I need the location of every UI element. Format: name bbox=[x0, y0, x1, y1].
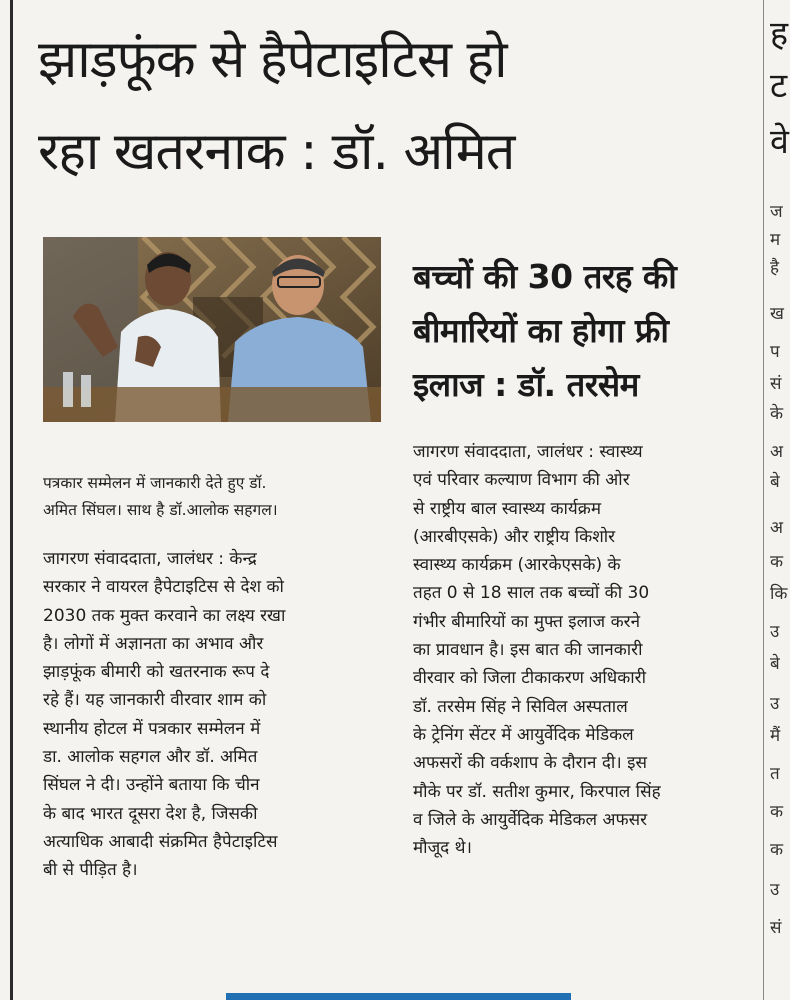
headline-line-1: झाड़फूंक से हैपेटाइटिस हो bbox=[38, 30, 507, 90]
adjacent-article-edge bbox=[768, 0, 790, 1000]
article-line: के बाद भारत दूसरा देश है, जिसकी bbox=[43, 803, 258, 824]
article-line: रहे हैं। यह जानकारी वीरवार शाम को bbox=[43, 690, 267, 711]
photo-caption bbox=[43, 470, 388, 524]
article-line: एवं परिवार कल्याण विभाग की ओर bbox=[413, 470, 630, 491]
adjacent-fragment: क bbox=[770, 802, 784, 822]
adjacent-fragment: के bbox=[770, 404, 784, 424]
article-line: मौजूद थे। bbox=[413, 838, 472, 859]
article-line: तहत 0 से 18 साल तक बच्चों की 30 bbox=[413, 583, 650, 604]
adjacent-fragment: कि bbox=[770, 584, 788, 604]
article-line: का प्रावधान है। इस बात की जानकारी bbox=[413, 640, 643, 661]
article-line: गंभीर बीमारियों का मुफ्त इलाज करने bbox=[413, 611, 641, 632]
article-line: डा. आलोक सहगल और डॉ. अमित bbox=[43, 747, 258, 768]
article-line: अफसरों की वर्कशाप के दौरान दी। इस bbox=[413, 753, 647, 774]
sub-headline-line-1: बच्चों की 30 तरह की bbox=[413, 257, 677, 296]
adjacent-fragment: अ bbox=[770, 518, 783, 538]
adjacent-fragment: उ bbox=[770, 880, 780, 900]
article-line: 2030 तक मुक्त करवाने का लक्ष्य रखा bbox=[43, 605, 286, 626]
adjacent-fragment: बे bbox=[770, 472, 780, 492]
headline-line-2: रहा खतरनाक : डॉ. अमित bbox=[38, 122, 515, 182]
article-line: अत्याधिक आबादी संक्रमित हैपेटाइटिस bbox=[43, 831, 278, 852]
article-line: (आरबीएसके) और राष्ट्रीय किशोर bbox=[413, 526, 616, 547]
adjacent-fragment: वे bbox=[770, 122, 789, 162]
sub-headline-line-3: इलाज : डॉ. तरसेम bbox=[413, 365, 639, 404]
adjacent-fragment: क bbox=[770, 552, 784, 572]
article-line: है। लोगों में अज्ञानता का अभाव और bbox=[43, 633, 264, 654]
adjacent-fragment: उ bbox=[770, 694, 780, 714]
adjacent-fragment: म bbox=[770, 230, 781, 250]
adjacent-fragment: सं bbox=[770, 374, 782, 394]
adjacent-fragment: उ bbox=[770, 622, 780, 642]
article-line: स्वास्थ्य कार्यक्रम (आरकेएसके) के bbox=[413, 555, 621, 576]
article-line: जागरण संवाददाता, जालंधर : केन्द्र bbox=[43, 549, 257, 569]
bottom-accent-bar bbox=[226, 993, 571, 1000]
sub-headline-line-2: बीमारियों का होगा फ्री bbox=[413, 311, 669, 350]
adjacent-fragment: ह bbox=[770, 14, 789, 54]
adjacent-fragment: मैं bbox=[770, 726, 781, 746]
adjacent-fragment: बे bbox=[770, 654, 780, 674]
article-line: से राष्ट्रीय बाल स्वास्थ्य कार्यक्रम bbox=[413, 498, 601, 519]
article-line: स्थानीय होटल में पत्रकार सम्मेलन में bbox=[43, 718, 261, 739]
main-headline bbox=[38, 14, 753, 198]
article-line: बी से पीड़ित है। bbox=[43, 860, 138, 881]
press-conference-photo bbox=[43, 237, 381, 422]
adjacent-fragment: क bbox=[770, 840, 784, 860]
adjacent-fragment: सं bbox=[770, 918, 782, 938]
adjacent-fragment: अ bbox=[770, 442, 783, 462]
adjacent-fragment: ट bbox=[770, 66, 788, 106]
caption-line-1: पत्रकार सम्मेलन में जानकारी देते हुए डॉ. bbox=[43, 474, 267, 492]
column-rule bbox=[763, 0, 764, 1000]
article-line: वीरवार को जिला टीकाकरण अधिकारी bbox=[413, 668, 647, 689]
adjacent-fragment: ख bbox=[770, 304, 784, 324]
left-article-body bbox=[43, 545, 388, 885]
adjacent-fragment: है bbox=[770, 258, 780, 278]
adjacent-fragment: ज bbox=[770, 202, 783, 222]
article-line: जागरण संवाददाता, जालंधर : स्वास्थ्य bbox=[413, 442, 643, 462]
article-line: मौके पर डॉ. सतीश कुमार, किरपाल सिंह bbox=[413, 781, 661, 802]
adjacent-fragment: त bbox=[770, 764, 780, 784]
right-article-headline bbox=[413, 250, 758, 412]
left-border-line bbox=[10, 0, 13, 1000]
adjacent-fragment: प bbox=[770, 342, 780, 362]
right-article-body bbox=[413, 438, 758, 862]
article-line: डॉ. तरसेम सिंह ने सिविल अस्पताल bbox=[413, 696, 628, 717]
article-line: सरकार ने वायरल हैपेटाइटिस से देश को bbox=[43, 577, 284, 598]
article-line: के ट्रेनिंग सेंटर में आयुर्वेदिक मेडिकल bbox=[413, 724, 634, 745]
article-line: सिंघल ने दी। उन्होंने बताया कि चीन bbox=[43, 775, 260, 796]
press-conference-photo-illustration bbox=[43, 237, 381, 422]
article-line: झाड़फूंक बीमारी को खतरनाक रूप दे bbox=[43, 662, 270, 683]
caption-line-2: अमित सिंघल। साथ है डॉ.आलोक सहगल। bbox=[43, 501, 278, 519]
article-line: व जिले के आयुर्वेदिक मेडिकल अफसर bbox=[413, 809, 648, 830]
